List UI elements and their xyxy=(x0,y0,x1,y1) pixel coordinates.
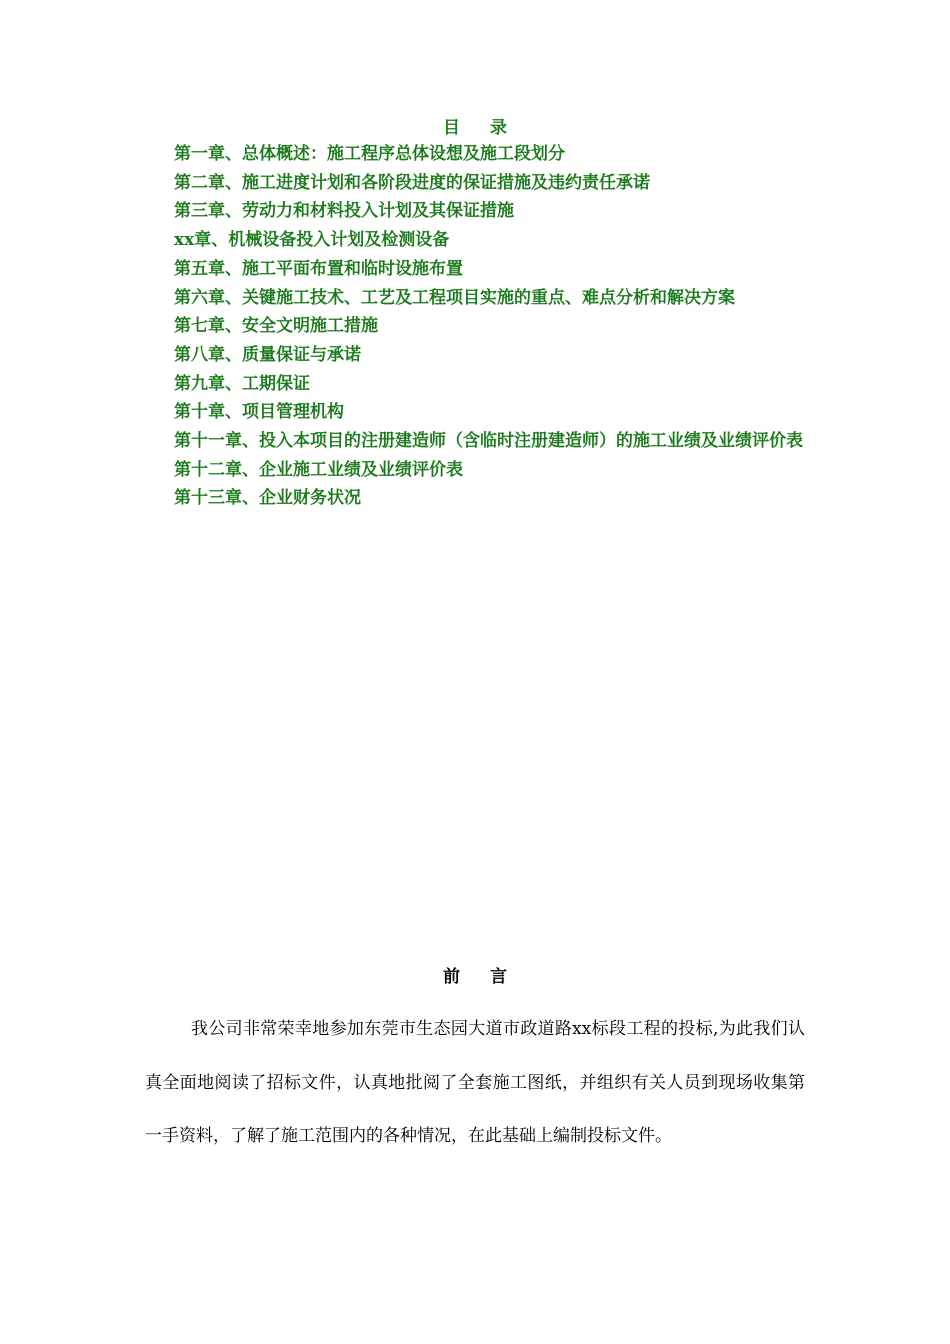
toc-title-right: 录 xyxy=(490,118,507,138)
preface-title-right: 言 xyxy=(490,967,507,987)
toc-item-6[interactable]: 第六章、关键施工技术、工艺及工程项目实施的重点、难点分析和解决方案 xyxy=(174,287,735,308)
toc-item-4[interactable]: xx章、机械设备投入计划及检测设备 xyxy=(174,230,450,251)
toc-item-5[interactable]: 第五章、施工平面布置和临时设施布置 xyxy=(174,258,463,279)
toc-item-3[interactable]: 第三章、劳动力和材料投入计划及其保证措施 xyxy=(174,201,514,222)
preface-paragraph: 我公司非常荣幸地参加东莞市生态园大道市政道路xx标段工程的投标,为此我们认真全面地阅读了招标文件，认真地批阅了全套施工图纸，并组织有关人员到现场收集第一手资料，了解了施工范围内的各种情况，在此基础上编制投标文件。 xyxy=(145,1019,805,1146)
toc-item-12[interactable]: 第十二章、企业施工业绩及业绩评价表 xyxy=(174,459,463,480)
toc-item-10[interactable]: 第十章、项目管理机构 xyxy=(174,402,344,423)
toc-item-9[interactable]: 第九章、工期保证 xyxy=(174,373,310,394)
preface-title-left: 前 xyxy=(443,967,460,987)
toc-item-11[interactable]: 第十一章、投入本项目的注册建造师（含临时注册建造师）的施工业绩及业绩评价表 xyxy=(174,431,803,452)
toc-item-2[interactable]: 第二章、施工进度计划和各阶段进度的保证措施及违约责任承诺 xyxy=(174,172,650,193)
toc-list xyxy=(145,140,810,513)
toc-title xyxy=(0,113,950,138)
toc-item-13[interactable]: 第十三章、企业财务状况 xyxy=(174,488,361,509)
toc-item-7[interactable]: 第七章、安全文明施工措施 xyxy=(174,316,378,337)
toc-title-left: 目 xyxy=(443,118,460,138)
toc-item-8[interactable]: 第八章、质量保证与承诺 xyxy=(174,344,361,365)
toc-item-1[interactable]: 第一章、总体概述：施工程序总体设想及施工段划分 xyxy=(174,144,565,164)
preface-title xyxy=(0,962,950,987)
